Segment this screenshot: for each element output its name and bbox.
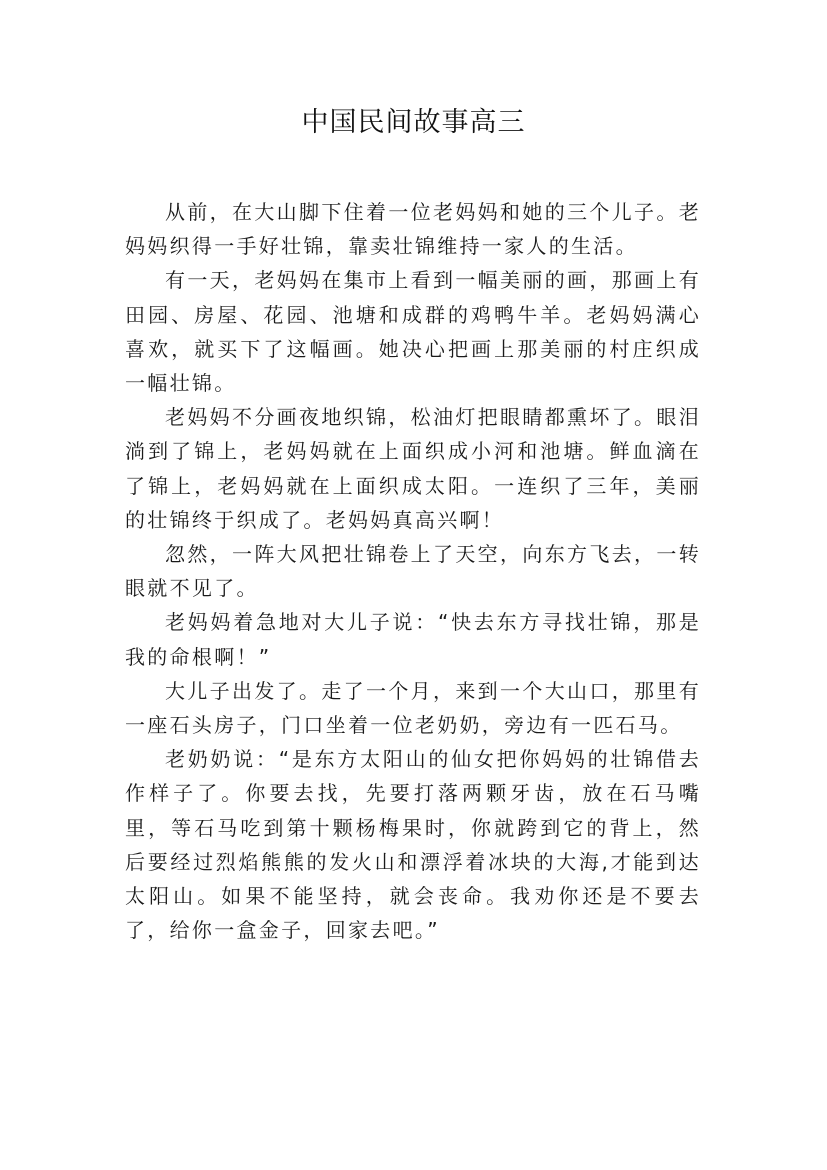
paragraph-3: 老妈妈不分画夜地织锦，松油灯把眼睛都熏坏了。眼泪淌到了锦上，老妈妈就在上面织成小河和池塘。鲜血滴在了锦上，老妈妈就在上面织成太阳。一连织了三年，美丽的壮锦终于织成了。老妈妈真高兴啊！ <box>125 405 701 532</box>
paragraph-7: 老奶奶说：“是东方太阳山的仙女把你妈妈的壮锦借去作样子了。你要去找，先要打落两颗牙齿，放在石马嘴里，等石马吃到第十颗杨梅果时，你就跨到它的背上，然后要经过烈焰熊熊的发火山和漂浮着冰块的大海,才能到达太阳山。如果不能坚持，就会丧命。我劝你还是不要去了，给你一盒金子，回家去吧。” <box>125 747 701 943</box>
paragraph-4: 忽然，一阵大风把壮锦卷上了天空，向东方飞去，一转眼就不见了。 <box>125 542 701 601</box>
paragraph-6: 大儿子出发了。走了一个月，来到一个大山口，那里有一座石头房子，门口坐着一位老奶奶，旁边有一匹石马。 <box>125 678 701 738</box>
paragraph-1: 从前，在大山脚下住着一位老妈妈和她的三个儿子。老妈妈织得一手好壮锦，靠卖壮锦维持一家人的生活。 <box>125 200 701 259</box>
document-title: 中国民间故事高三 <box>301 107 526 138</box>
paragraph-2: 有一天，老妈妈在集市上看到一幅美丽的画，那画上有田园、房屋、花园、池塘和成群的鸡鸭牛羊。老妈妈满心喜欢，就买下了这幅画。她决心把画上那美丽的村庄织成一幅壮锦。 <box>125 268 701 396</box>
paragraph-5: 老妈妈着急地对大儿子说：“快去东方寻找壮锦，那是我的命根啊！” <box>125 610 701 669</box>
document-body <box>125 195 701 947</box>
